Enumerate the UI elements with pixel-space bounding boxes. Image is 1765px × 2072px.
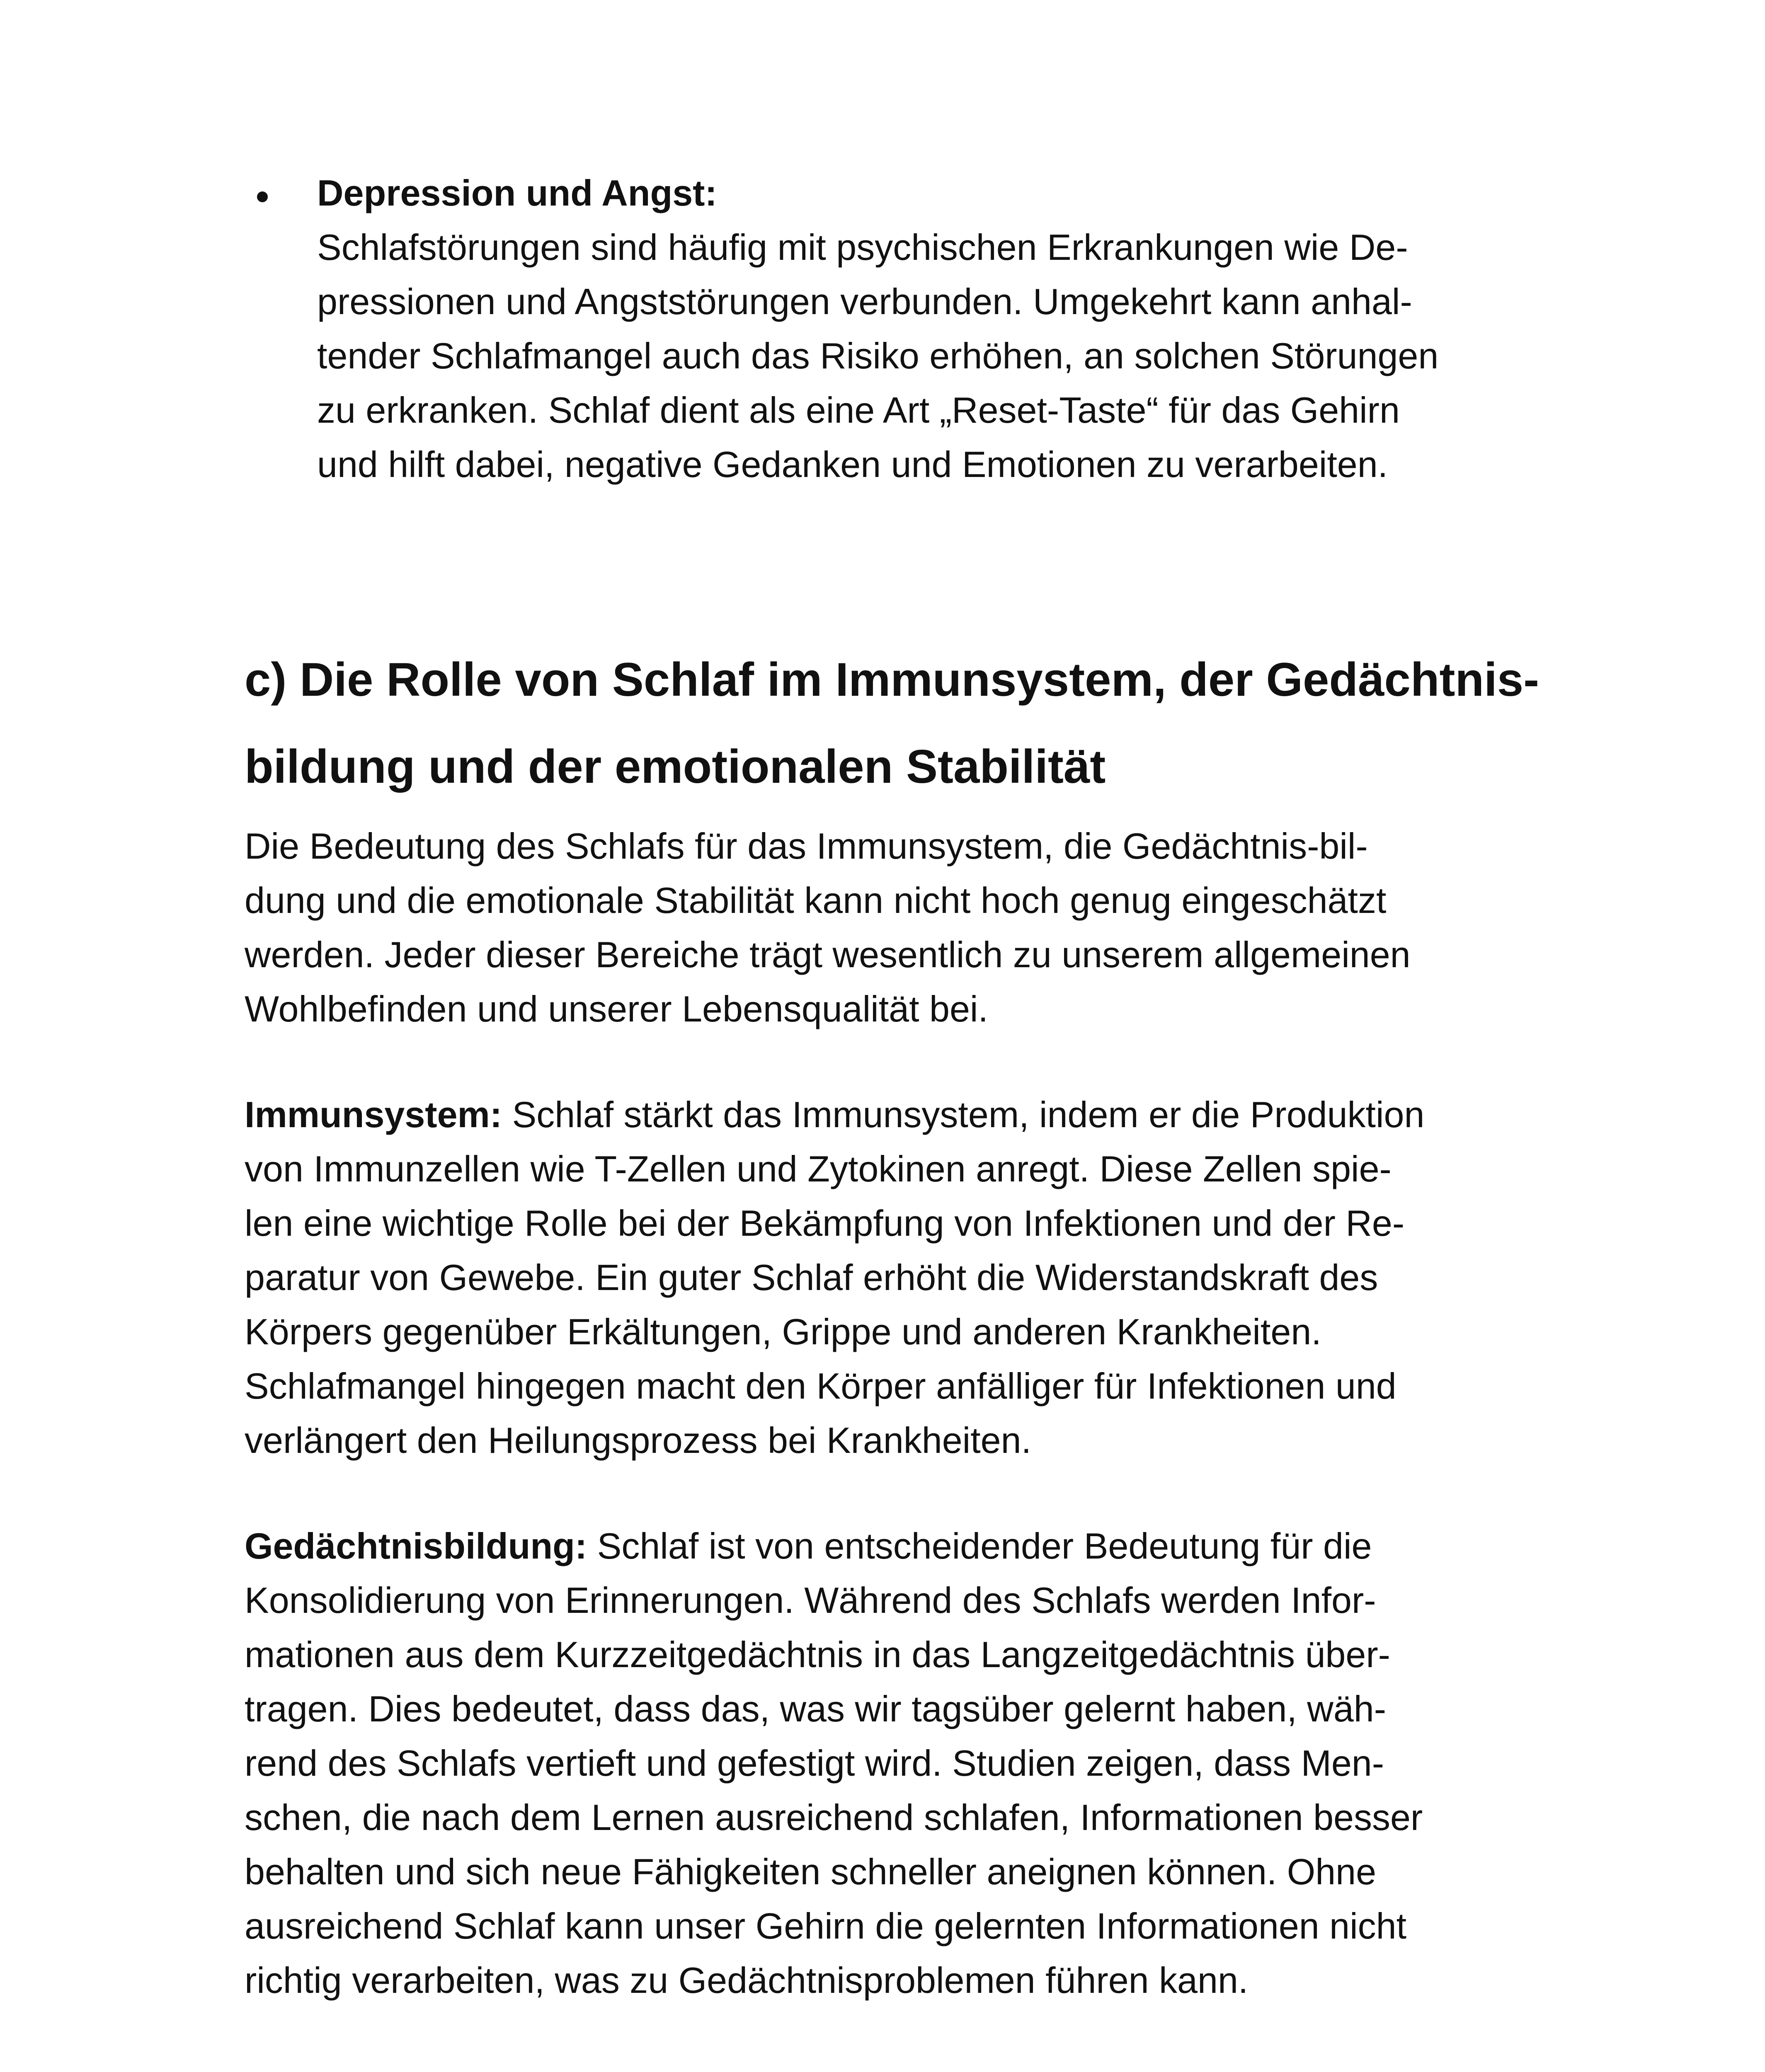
intro-line: Wohlbefinden und unserer Lebensqualität bei.: [245, 988, 988, 1029]
gedaechtnis-line: tragen. Dies bedeutet, dass das, was wir tagsüber gelernt haben, wäh-: [245, 1688, 1387, 1729]
bullet-item-depression: [245, 166, 1559, 491]
gedaechtnis-first-line: [245, 1519, 1559, 1573]
bullet-line: Schlafstörungen sind häufig mit psychischen Erkrankungen wie De-: [317, 227, 1408, 268]
gedaechtnis-line: Konsolidierung von Erinnerungen. Während des Schlafs werden Infor-: [245, 1580, 1376, 1621]
gedaechtnis-line: schen, die nach dem Lernen ausreichend schlafen, Informationen besser: [245, 1797, 1423, 1838]
immunsystem-lead: Immunsystem:: [245, 1094, 502, 1135]
bullet-title: Depression und Angst:: [317, 172, 717, 213]
immunsystem-line: paratur von Gewebe. Ein guter Schlaf erhöht die Widerstandskraft des: [245, 1257, 1378, 1298]
intro-line: dung und die emotionale Stabilität kann nicht hoch genug eingeschätzt: [245, 880, 1387, 921]
bullet-line: und hilft dabei, negative Gedanken und Emotionen zu verarbeiten.: [317, 444, 1388, 485]
immunsystem-first-line: [245, 1087, 1559, 1142]
heading-line: bildung und der emotionalen Stabilität: [245, 741, 1106, 793]
bullet-line: pressionen und Angststörungen verbunden. Umgekehrt kann anhal-: [317, 281, 1412, 322]
immunsystem-line: Schlafmangel hingegen macht den Körper anfälliger für Infektionen und: [245, 1365, 1396, 1406]
immunsystem-paragraph: [245, 1087, 1559, 1467]
intro-line: werden. Jeder dieser Bereiche trägt wesentlich zu unserem allgemeinen: [245, 934, 1411, 975]
intro-line: Die Bedeutung des Schlafs für das Immunsystem, die Gedächtnis-bil-: [245, 825, 1368, 867]
gedaechtnis-line: richtig verarbeiten, was zu Gedächtnisproblemen führen kann.: [245, 1960, 1249, 2001]
gedaechtnis-line: rend des Schlafs vertieft und gefestigt wird. Studien zeigen, dass Men-: [245, 1743, 1384, 1784]
bullet-line: tender Schlafmangel auch das Risiko erhöhen, an solchen Störungen: [317, 335, 1439, 376]
intro-paragraph: [245, 819, 1559, 1036]
page-content: [245, 166, 1559, 2059]
immunsystem-line: von Immunzellen wie T-Zellen und Zytokinen anregt. Diese Zellen spie-: [245, 1148, 1392, 1189]
bullet-line: zu erkranken. Schlaf dient als eine Art „Reset-Taste“ für das Gehirn: [317, 390, 1400, 431]
heading-line: c) Die Rolle von Schlaf im Immunsystem, der Gedächtnis-: [245, 654, 1540, 706]
gedaechtnis-first-rest: Schlaf ist von entscheidender Bedeutung für die: [587, 1525, 1372, 1566]
section-heading: [245, 637, 1559, 811]
gedaechtnis-lead: Gedächtnisbildung:: [245, 1525, 587, 1566]
bullet-dot-icon: [257, 191, 268, 202]
gedaechtnis-line: mationen aus dem Kurzzeitgedächtnis in das Langzeitgedächtnis über-: [245, 1634, 1390, 1675]
immunsystem-line: verlängert den Heilungsprozess bei Krankheiten.: [245, 1420, 1032, 1461]
immunsystem-line: len eine wichtige Rolle bei der Bekämpfung von Infektionen und der Re-: [245, 1203, 1405, 1244]
gedaechtnis-line: behalten und sich neue Fähigkeiten schneller aneignen können. Ohne: [245, 1851, 1377, 1892]
gedaechtnis-line: ausreichend Schlaf kann unser Gehirn die gelernten Informationen nicht: [245, 1905, 1407, 1946]
immunsystem-line: Körpers gegenüber Erkältungen, Grippe und anderen Krankheiten.: [245, 1311, 1321, 1352]
gedaechtnis-paragraph: [245, 1519, 1559, 2007]
immunsystem-first-rest: Schlaf stärkt das Immunsystem, indem er die Produktion: [502, 1094, 1425, 1135]
